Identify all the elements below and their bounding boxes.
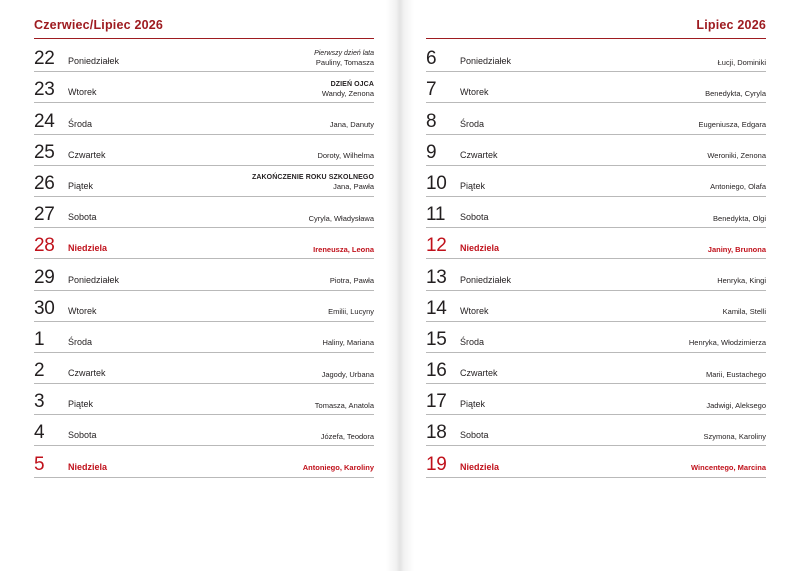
day-notes bbox=[489, 307, 766, 318]
day-number: 27 bbox=[34, 204, 55, 226]
day-name: Niedziela bbox=[460, 243, 500, 254]
day-row[interactable] bbox=[34, 322, 374, 353]
day-nameday-list: Józefa, Teodora bbox=[320, 431, 374, 441]
day-name: Czwartek bbox=[68, 149, 106, 160]
day-row[interactable] bbox=[34, 291, 374, 322]
day-notes bbox=[499, 463, 766, 474]
day-row[interactable] bbox=[34, 197, 374, 228]
day-row[interactable] bbox=[34, 166, 374, 197]
day-name: Czwartek bbox=[68, 368, 106, 379]
day-notes bbox=[107, 463, 374, 474]
day-nameday-list: Piotra, Pawła bbox=[329, 276, 374, 285]
day-nameday-list: Henryka, Włodzimierza bbox=[688, 338, 766, 348]
day-nameday-list: Jana, Pawła bbox=[333, 182, 374, 192]
day-number: 22 bbox=[34, 48, 55, 70]
day-row[interactable] bbox=[426, 415, 766, 446]
day-name: Wtorek bbox=[68, 305, 97, 316]
day-number: 13 bbox=[426, 266, 447, 288]
day-notes bbox=[489, 214, 766, 225]
day-name: Piątek bbox=[68, 399, 94, 410]
day-notes bbox=[485, 182, 766, 193]
day-name: Czwartek bbox=[460, 368, 498, 379]
day-row[interactable] bbox=[426, 197, 766, 228]
day-row[interactable] bbox=[34, 103, 374, 134]
day-notes bbox=[484, 120, 766, 131]
day-nameday-list: Wincentego, Marcina bbox=[691, 463, 766, 473]
right-page-header: Lipiec 2026 bbox=[426, 18, 766, 39]
day-event-label: Pierwszy dzień lata bbox=[314, 49, 374, 57]
day-number: 16 bbox=[426, 360, 447, 382]
day-row[interactable] bbox=[426, 72, 766, 103]
day-name: Sobota bbox=[460, 212, 489, 223]
day-notes bbox=[93, 173, 374, 193]
day-nameday-list: Jadwigi, Aleksego bbox=[706, 400, 766, 410]
day-event-label: ZAKOŃCZENIE ROKU SZKOLNEGO bbox=[252, 174, 374, 182]
day-notes bbox=[484, 338, 766, 349]
day-row[interactable] bbox=[426, 259, 766, 290]
day-number: 2 bbox=[34, 360, 45, 382]
day-notes bbox=[499, 245, 766, 256]
day-row[interactable] bbox=[426, 291, 766, 322]
day-row[interactable] bbox=[34, 72, 374, 103]
day-notes bbox=[511, 58, 766, 69]
day-name: Wtorek bbox=[460, 305, 489, 316]
day-nameday-list: Antoniego, Karoliny bbox=[302, 463, 374, 473]
day-name: Wtorek bbox=[460, 87, 489, 98]
left-page-day-list bbox=[34, 41, 374, 478]
day-nameday-list: Janiny, Brunona bbox=[707, 244, 766, 254]
day-nameday-list: Eugeniusza, Edgara bbox=[698, 120, 766, 130]
day-row[interactable] bbox=[426, 41, 766, 72]
day-row[interactable] bbox=[426, 166, 766, 197]
day-number: 3 bbox=[34, 391, 45, 413]
day-name: Niedziela bbox=[460, 461, 500, 472]
day-notes bbox=[92, 120, 374, 131]
day-row[interactable] bbox=[34, 228, 374, 259]
day-row[interactable] bbox=[34, 384, 374, 415]
day-notes bbox=[485, 401, 766, 412]
day-notes bbox=[498, 370, 766, 381]
day-number: 25 bbox=[34, 141, 55, 163]
day-name: Czwartek bbox=[460, 149, 498, 160]
day-number: 28 bbox=[34, 235, 55, 257]
left-page-header: Czerwiec/Lipiec 2026 bbox=[34, 18, 374, 39]
day-notes bbox=[106, 151, 374, 162]
day-nameday-list: Tomasza, Anatola bbox=[314, 400, 374, 410]
day-nameday-list: Pauliny, Tomasza bbox=[315, 57, 374, 67]
day-number: 19 bbox=[426, 453, 447, 475]
day-row[interactable] bbox=[426, 353, 766, 384]
day-nameday-list: Ireneusza, Leona bbox=[313, 244, 374, 254]
day-name: Środa bbox=[68, 336, 93, 347]
day-name: Sobota bbox=[460, 430, 489, 441]
day-name: Poniedziałek bbox=[460, 56, 512, 67]
day-number: 10 bbox=[426, 172, 447, 194]
day-nameday-list: Benedykta, Cyryla bbox=[705, 88, 766, 98]
day-row[interactable] bbox=[34, 259, 374, 290]
day-name: Wtorek bbox=[68, 87, 97, 98]
day-notes bbox=[97, 307, 374, 318]
day-name: Piątek bbox=[460, 399, 486, 410]
day-name: Środa bbox=[460, 118, 485, 129]
day-number: 8 bbox=[426, 110, 437, 132]
day-nameday-list: Łucji, Dominiki bbox=[717, 57, 766, 67]
day-row[interactable] bbox=[34, 41, 374, 72]
day-number: 9 bbox=[426, 141, 437, 163]
day-notes bbox=[498, 151, 766, 162]
day-number: 15 bbox=[426, 328, 447, 350]
day-row[interactable] bbox=[34, 135, 374, 166]
day-number: 29 bbox=[34, 266, 55, 288]
day-notes bbox=[107, 245, 374, 256]
day-row[interactable] bbox=[34, 353, 374, 384]
day-nameday-list: Wandy, Zenona bbox=[321, 88, 374, 98]
day-row[interactable] bbox=[426, 135, 766, 166]
day-nameday-list: Marii, Eustachego bbox=[705, 369, 766, 379]
day-number: 12 bbox=[426, 235, 447, 257]
day-name: Niedziela bbox=[68, 243, 108, 254]
day-nameday-list: Szymona, Karoliny bbox=[703, 431, 766, 441]
day-nameday-list: Doroty, Wilhelma bbox=[317, 151, 374, 161]
day-name: Poniedziałek bbox=[460, 274, 512, 285]
day-notes bbox=[119, 276, 374, 287]
day-name: Sobota bbox=[68, 212, 97, 223]
day-number: 26 bbox=[34, 172, 55, 194]
day-row[interactable] bbox=[34, 446, 374, 477]
day-nameday-list: Jana, Danuty bbox=[329, 120, 374, 130]
day-nameday-list: Jagody, Urbana bbox=[321, 369, 374, 379]
day-name: Piątek bbox=[68, 180, 94, 191]
day-name: Piątek bbox=[460, 180, 486, 191]
day-row[interactable] bbox=[426, 446, 766, 477]
day-notes bbox=[106, 370, 374, 381]
day-number: 30 bbox=[34, 297, 55, 319]
day-notes bbox=[97, 214, 374, 225]
right-page bbox=[400, 0, 800, 571]
day-row[interactable] bbox=[426, 384, 766, 415]
day-name: Poniedziałek bbox=[68, 274, 120, 285]
day-notes bbox=[92, 338, 374, 349]
day-name: Sobota bbox=[68, 430, 97, 441]
day-number: 4 bbox=[34, 422, 45, 444]
day-number: 11 bbox=[426, 204, 446, 226]
day-notes bbox=[489, 89, 766, 100]
day-number: 7 bbox=[426, 79, 437, 101]
day-nameday-list: Antoniego, Olafa bbox=[710, 182, 766, 192]
day-nameday-list: Emilii, Lucyny bbox=[328, 307, 374, 317]
day-row[interactable] bbox=[426, 103, 766, 134]
day-number: 24 bbox=[34, 110, 55, 132]
day-number: 14 bbox=[426, 297, 447, 319]
day-name: Poniedziałek bbox=[68, 56, 120, 67]
day-notes bbox=[119, 49, 374, 69]
day-row[interactable] bbox=[426, 322, 766, 353]
day-number: 23 bbox=[34, 79, 55, 101]
day-nameday-list: Kamila, Stelli bbox=[722, 307, 766, 317]
right-page-day-list bbox=[426, 41, 766, 478]
day-number: 6 bbox=[426, 48, 437, 70]
day-nameday-list: Henryka, Kingi bbox=[717, 276, 766, 285]
day-name: Środa bbox=[460, 336, 485, 347]
day-nameday-list: Haliny, Mariana bbox=[322, 338, 374, 348]
day-name: Niedziela bbox=[68, 461, 108, 472]
day-notes bbox=[93, 401, 374, 412]
day-number: 5 bbox=[34, 453, 45, 475]
day-notes bbox=[97, 80, 374, 100]
day-nameday-list: Benedykta, Olgi bbox=[713, 213, 766, 223]
day-notes bbox=[489, 432, 766, 443]
day-nameday-list: Cyryla, Władysława bbox=[308, 213, 374, 223]
day-notes bbox=[511, 276, 766, 287]
day-number: 18 bbox=[426, 422, 447, 444]
day-number: 1 bbox=[34, 328, 45, 350]
day-row[interactable] bbox=[426, 228, 766, 259]
day-nameday-list: Weroniki, Zenona bbox=[707, 151, 766, 161]
day-notes bbox=[97, 432, 374, 443]
day-name: Środa bbox=[68, 118, 93, 129]
day-event-label: DZIEŃ OJCA bbox=[330, 80, 374, 88]
day-number: 17 bbox=[426, 391, 447, 413]
day-row[interactable] bbox=[34, 415, 374, 446]
